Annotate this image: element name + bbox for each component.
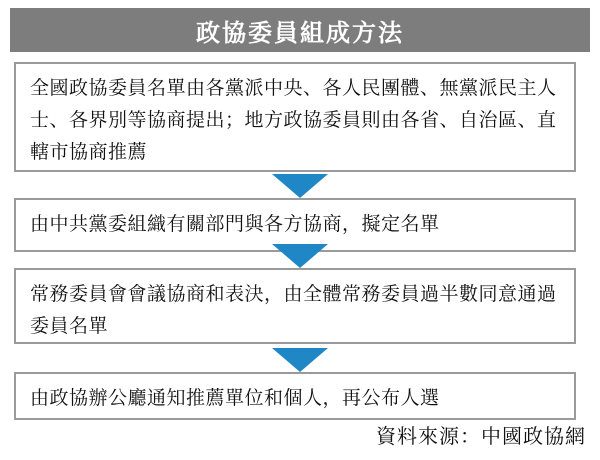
step-2-text: 由中共黨委組織有關部門與各方協商，擬定名單 — [30, 213, 440, 235]
step-3-box — [14, 268, 576, 344]
source-credit: 資料來源：中國政協網 — [376, 424, 586, 448]
step-1-box — [14, 62, 576, 172]
down-arrow-icon — [272, 174, 328, 198]
diagram-title: 政協委員組成方法 — [196, 18, 404, 47]
step-4-text: 由政協辦公廳通知推薦單位和個人，再公布人選 — [30, 387, 440, 409]
step-1-text: 全國政協委員名單由各黨派中央、各人民團體、無黨派民主人士、各界別等協商提出；地方政協委員則由各省、自治區、直轄市協商推薦 — [30, 77, 557, 163]
down-arrow-icon — [272, 244, 328, 268]
title-bar — [10, 8, 590, 52]
step-4-box — [14, 372, 576, 420]
down-arrow-icon — [272, 348, 328, 372]
step-3-text: 常務委員會會議協商和表決，由全體常務委員過半數同意通過委員名單 — [30, 283, 557, 337]
